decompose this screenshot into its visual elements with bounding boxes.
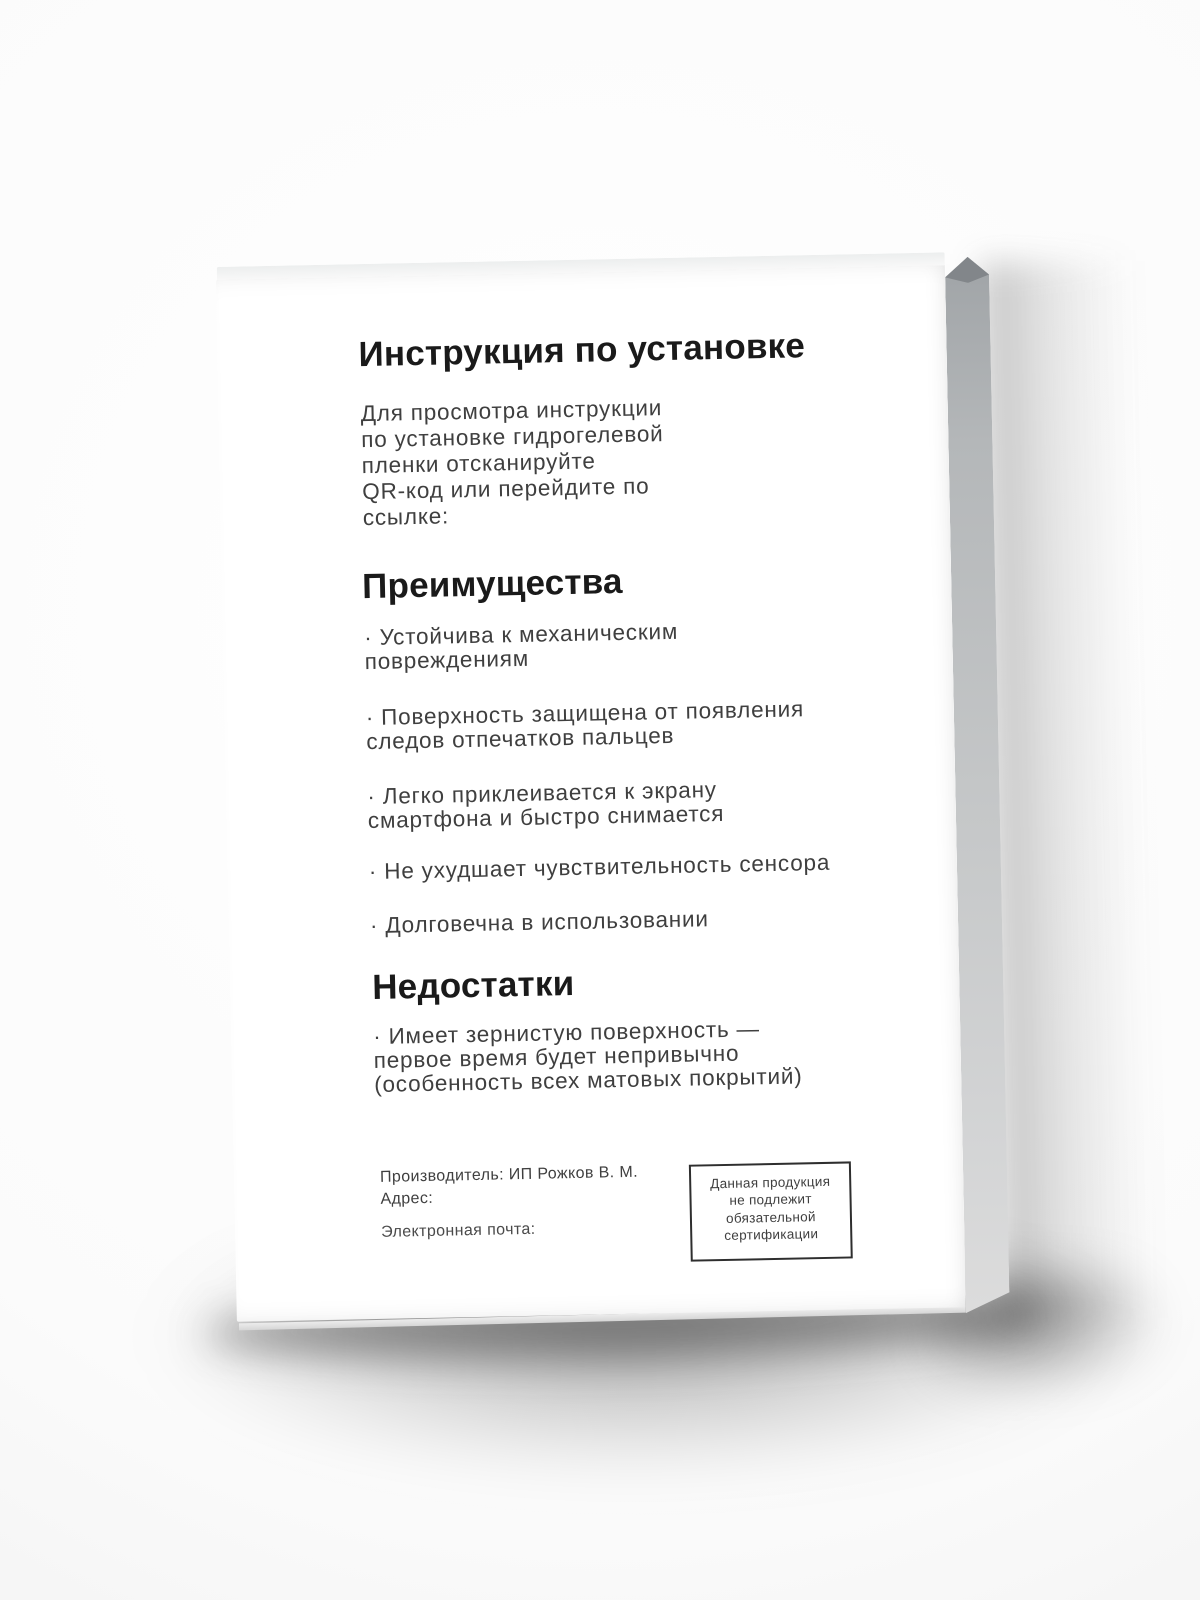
text-line: смартфона и быстро снимается xyxy=(367,800,725,834)
box-front-panel xyxy=(216,265,966,1321)
text-line: не подлежит xyxy=(729,1191,812,1209)
text-line: · Легко приклеивается к экрану xyxy=(367,777,718,810)
text-line: повреждениям xyxy=(364,645,530,675)
advantage-item xyxy=(364,620,679,674)
spine-fold xyxy=(945,250,990,283)
text-line: Данная продукция xyxy=(710,1173,831,1192)
instruction-title: Инструкция по установке xyxy=(358,326,806,375)
advantage-item xyxy=(370,907,709,938)
text-line: · Имеет зернистую поверхность — xyxy=(372,1016,761,1049)
advantages-heading: Преимущества xyxy=(361,561,624,607)
text-line: первое время будет непривычно xyxy=(373,1040,740,1073)
text-line: QR-код или перейдите по xyxy=(362,473,650,505)
text-line: следов отпечатков пальцев xyxy=(366,722,675,755)
certification-text xyxy=(691,1172,850,1245)
text-line: пленки отсканируйте xyxy=(361,448,596,479)
text-line: Для просмотра инструкции xyxy=(360,395,663,427)
producer-line: Производитель: ИП Рожков В. М. xyxy=(379,1163,639,1186)
disadvantage-item xyxy=(373,1016,803,1097)
text-line: · Не ухудшает чувствительность сенсора xyxy=(368,849,831,885)
package-box xyxy=(216,264,1010,1321)
certification-box xyxy=(689,1161,853,1261)
text-line: обязательной xyxy=(725,1208,816,1226)
disadvantages-heading: Недостатки xyxy=(371,963,575,1008)
text-line: по установке гидрогелевой xyxy=(360,421,664,453)
advantage-item xyxy=(367,778,724,833)
address-line: Адрес: xyxy=(380,1189,434,1208)
text-line: · Поверхность защищена от появления xyxy=(365,696,805,731)
text-line: · Устойчива к механическим xyxy=(363,618,679,651)
text-line: · Долговечна в использовании xyxy=(369,906,709,939)
advantage-item xyxy=(369,851,831,884)
email-line: Электронная почта: xyxy=(380,1220,536,1241)
text-line: ссылке: xyxy=(362,503,450,531)
text-line: (особенность всех матовых покрытий) xyxy=(373,1063,803,1097)
text-line: сертификации xyxy=(724,1226,819,1244)
advantage-item xyxy=(366,697,805,754)
manufacturer-block xyxy=(380,1162,639,1211)
intro-text xyxy=(360,395,665,531)
